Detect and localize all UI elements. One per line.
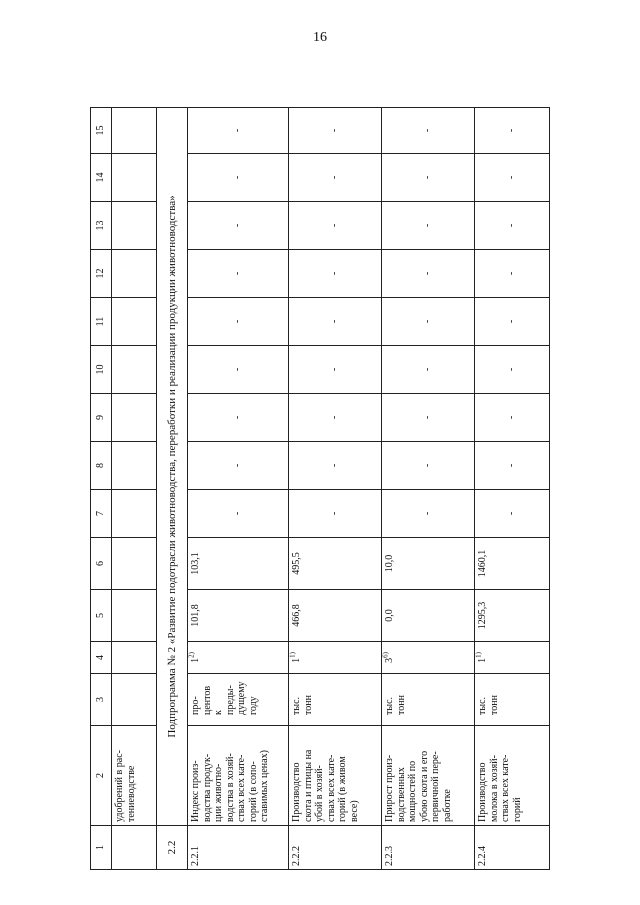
cell-indicator bbox=[112, 726, 157, 826]
cell-empty bbox=[112, 490, 157, 538]
cell-empty bbox=[112, 674, 157, 726]
cell-dash: - bbox=[475, 154, 550, 202]
cell-dash: - bbox=[475, 442, 550, 490]
cell-empty bbox=[112, 442, 157, 490]
header-cell: 4 bbox=[91, 642, 112, 674]
cell-dash: - bbox=[289, 298, 382, 346]
cell-dash: - bbox=[382, 108, 475, 154]
col4-value: 1 bbox=[291, 657, 302, 663]
cell-dash: - bbox=[382, 298, 475, 346]
header-row bbox=[91, 108, 112, 870]
cell-indicator: Производство скота и птицы на убой в хозяй- ствах всех кате- горий (в живом весе) bbox=[289, 726, 382, 826]
table-row-continued bbox=[112, 108, 157, 870]
cell-dash: - bbox=[475, 250, 550, 298]
cell-dash: - bbox=[475, 346, 550, 394]
cell-col4 bbox=[382, 642, 475, 674]
header-cell: 8 bbox=[91, 442, 112, 490]
cell-dash: - bbox=[382, 442, 475, 490]
footnote-marker: 6) bbox=[381, 652, 390, 658]
cell-col4 bbox=[475, 642, 550, 674]
cell-unit: тыс. тонн bbox=[382, 674, 475, 726]
cell-dash: - bbox=[188, 490, 289, 538]
cell-dash: - bbox=[475, 202, 550, 250]
cell-dash: - bbox=[188, 346, 289, 394]
cell-dash: - bbox=[289, 108, 382, 154]
cell-dash: - bbox=[475, 394, 550, 442]
cell-code: 2.2.3 bbox=[382, 826, 475, 870]
cell-dash: - bbox=[188, 442, 289, 490]
table-row bbox=[382, 108, 475, 870]
cell-dash: - bbox=[289, 154, 382, 202]
cell-empty bbox=[112, 108, 157, 154]
header-cell: 6 bbox=[91, 538, 112, 590]
cell-dash: - bbox=[289, 490, 382, 538]
cell-dash: - bbox=[382, 250, 475, 298]
table-row bbox=[475, 108, 550, 870]
cell-col6: 103,1 bbox=[188, 538, 289, 590]
cell-dash: - bbox=[289, 202, 382, 250]
cell-unit: тыс. тонн bbox=[475, 674, 550, 726]
cell-empty bbox=[112, 250, 157, 298]
cell-dash: - bbox=[188, 154, 289, 202]
header-cell: 5 bbox=[91, 590, 112, 642]
header-cell: 9 bbox=[91, 394, 112, 442]
header-cell: 3 bbox=[91, 674, 112, 726]
rotated-table-container bbox=[90, 110, 630, 870]
subprogram-title: Подпрограмма № 2 «Развитие подотрасли животноводства, переработки и реализации продукции животноводства» bbox=[157, 108, 188, 826]
cell-dash: - bbox=[289, 250, 382, 298]
cell-indicator: Прирост произ- водственных мощностей по убою скота и его первичной пере- работке bbox=[382, 726, 475, 826]
cell-dash: - bbox=[188, 298, 289, 346]
cell-dash: - bbox=[188, 394, 289, 442]
cell-empty bbox=[112, 202, 157, 250]
cell-code: 2.2.1 bbox=[188, 826, 289, 870]
cell-col5: 0,0 bbox=[382, 590, 475, 642]
cell-col6: 10,0 bbox=[382, 538, 475, 590]
cell-col4 bbox=[289, 642, 382, 674]
footnote-marker: 2) bbox=[187, 652, 196, 658]
cell-col6: 495,5 bbox=[289, 538, 382, 590]
cell-empty bbox=[112, 298, 157, 346]
subprogram-code: 2.2 bbox=[157, 826, 188, 870]
cell-col4 bbox=[188, 642, 289, 674]
cell-dash: - bbox=[289, 442, 382, 490]
table-row bbox=[289, 108, 382, 870]
cell-empty bbox=[112, 538, 157, 590]
table-row bbox=[188, 108, 289, 870]
cell-col5: 1295,3 bbox=[475, 590, 550, 642]
cell-dash: - bbox=[382, 346, 475, 394]
cell-code: 2.2.4 bbox=[475, 826, 550, 870]
cell-dash: - bbox=[475, 490, 550, 538]
cell-dash: - bbox=[289, 346, 382, 394]
cell-empty bbox=[112, 642, 157, 674]
col4-value: 3 bbox=[384, 657, 395, 663]
cell-indicator: Индекс произ- водства продук- ции животно- водства в хозяй- ствах всех кате- горий (в сопо- ставимых ценах) bbox=[188, 726, 289, 826]
header-cell: 10 bbox=[91, 346, 112, 394]
footnote-marker: 1) bbox=[288, 652, 297, 658]
cell-indicator: Производство молока в хозяй- ствах всех кате- горий bbox=[475, 726, 550, 826]
cell-col6: 1460,1 bbox=[475, 538, 550, 590]
header-cell: 2 bbox=[91, 726, 112, 826]
header-cell: 14 bbox=[91, 154, 112, 202]
cell-empty bbox=[112, 590, 157, 642]
col4-value: 1 bbox=[477, 657, 488, 663]
subprogram-row bbox=[157, 108, 188, 870]
col4-value: 1 bbox=[190, 657, 201, 663]
cell-unit: про- центов к преды- дущему году bbox=[188, 674, 289, 726]
cell-dash: - bbox=[475, 298, 550, 346]
cell-dash: - bbox=[188, 202, 289, 250]
cell-dash: - bbox=[382, 154, 475, 202]
cell-dash: - bbox=[475, 108, 550, 154]
cell-dash: - bbox=[382, 202, 475, 250]
cell-empty bbox=[112, 154, 157, 202]
page-number: 16 bbox=[313, 30, 327, 45]
cell-dash: - bbox=[188, 250, 289, 298]
cell-dash: - bbox=[289, 394, 382, 442]
cell-empty bbox=[112, 394, 157, 442]
cell-empty bbox=[112, 346, 157, 394]
cell-col5: 101,8 bbox=[188, 590, 289, 642]
header-cell: 1 bbox=[91, 826, 112, 870]
cell-code: 2.2.2 bbox=[289, 826, 382, 870]
indicator-text: удобрений в рас- тениеводстве bbox=[114, 750, 137, 822]
cell-code bbox=[112, 826, 157, 870]
header-cell: 15 bbox=[91, 108, 112, 154]
cell-unit: тыс. тонн bbox=[289, 674, 382, 726]
cell-dash: - bbox=[382, 490, 475, 538]
cell-dash: - bbox=[382, 394, 475, 442]
indicators-table bbox=[90, 107, 550, 870]
footnote-marker: 1) bbox=[474, 652, 483, 658]
header-cell: 12 bbox=[91, 250, 112, 298]
header-cell: 11 bbox=[91, 298, 112, 346]
header-cell: 13 bbox=[91, 202, 112, 250]
header-cell: 7 bbox=[91, 490, 112, 538]
cell-col5: 466,8 bbox=[289, 590, 382, 642]
cell-dash: - bbox=[188, 108, 289, 154]
